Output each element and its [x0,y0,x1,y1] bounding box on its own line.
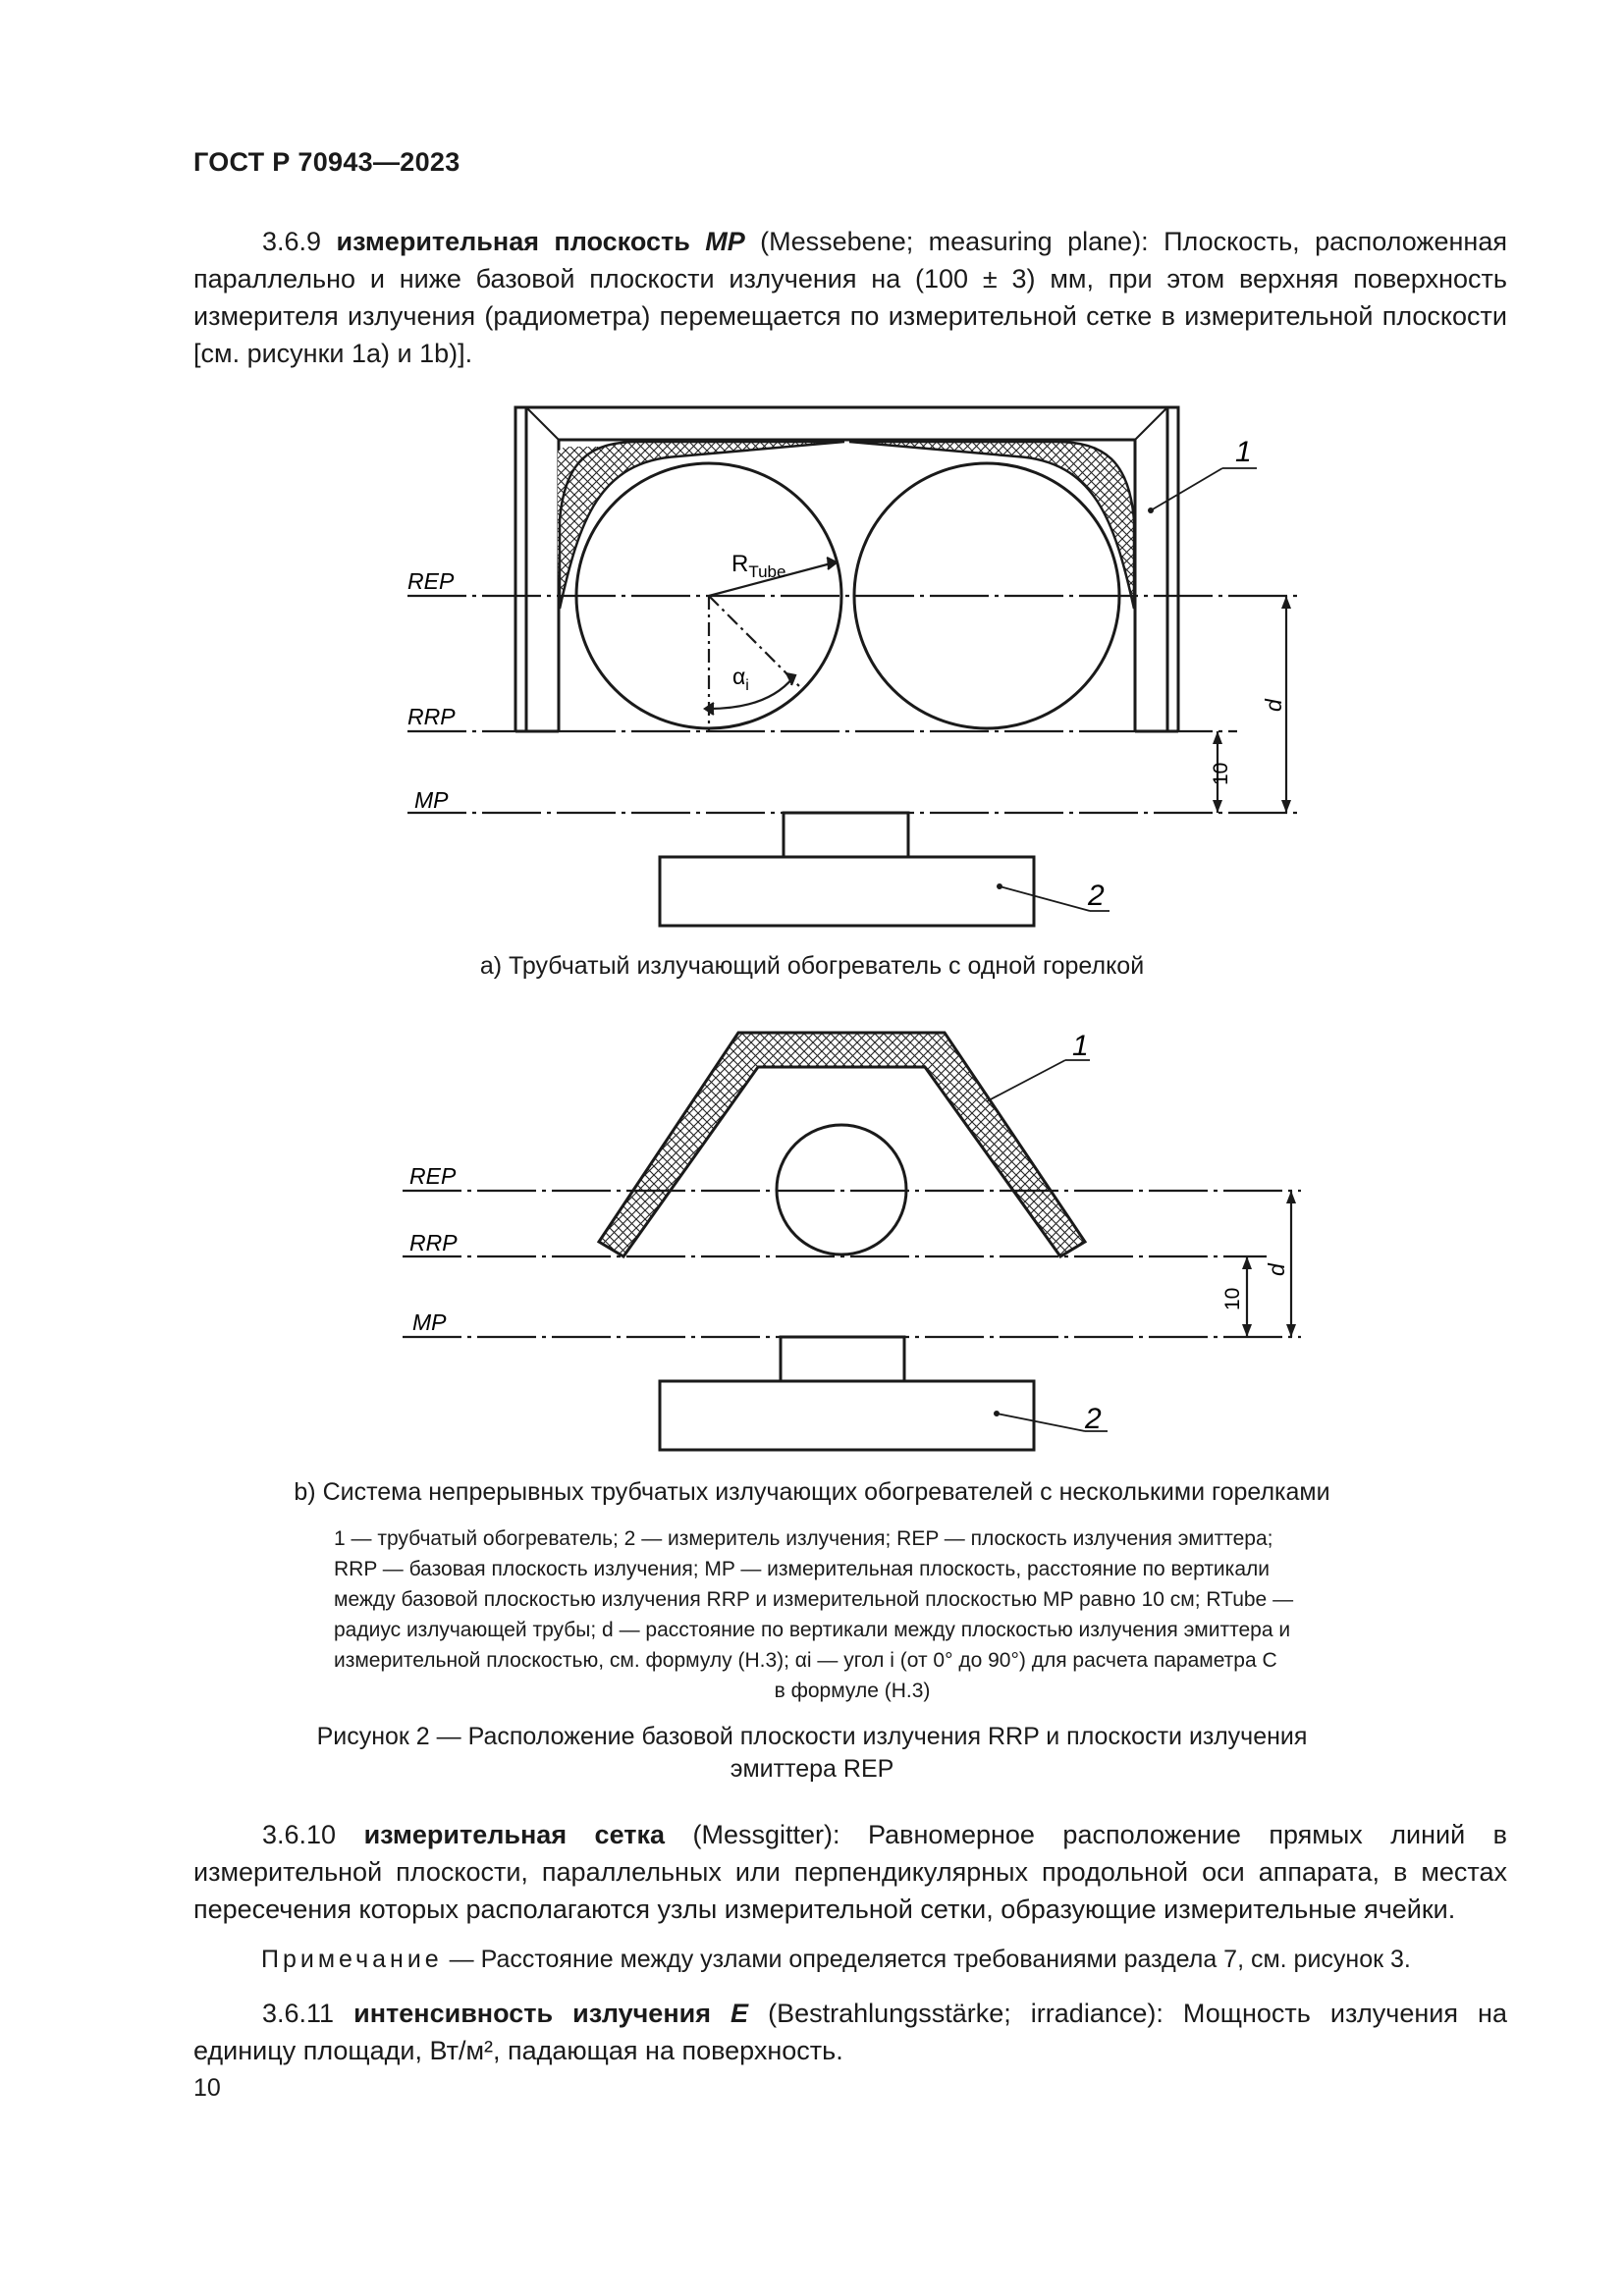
clause-number: 3.6.10 [262,1820,337,1849]
term: интенсивность излучения [353,1999,711,2028]
insulation-left-shape [560,442,844,609]
ten-label-b: 10 [1221,1287,1244,1310]
note-label: Примечание [261,1946,443,1973]
d-label: d [1261,699,1286,712]
radiometer-head-b [781,1337,904,1381]
term-symbol: MP [705,227,745,256]
definition: Плоскость, расположенная параллельно и ниже базовой плоскости излучения на (100 ± 3) мм, при этом верхняя поверхность измерителя излучения (радиометра) перемещается по измерительной сетке в измерительной плоскости [см. рисунки 1a) и 1b)]. [193,227,1507,368]
term-symbol: E [731,1999,749,2028]
paragraph-3-6-9 [193,223,1507,372]
figure-b-caption: b) Система непрерывных трубчатых излучающих обогревателей с несколькими горелками [294,1478,1330,1506]
d-label-b: d [1264,1263,1289,1276]
paragraph-3-6-10 [193,1816,1507,1928]
rrp-label-b: RRP [409,1230,458,1255]
legend-line: между базовой плоскостью излучения RRP и измерительной плоскостью MP равно 10 см; RTube — [334,1588,1294,1611]
mp-label: MP [414,787,449,813]
legend-line: RRP — базовая плоскость излучения; MP — измерительная плоскость, расстояние по вертикали [334,1558,1270,1580]
radiometer-body-b [660,1381,1034,1450]
alpha-label: $\alpha_i$ [732,664,749,694]
note-body: — Расстояние между узлами определяется требованиями раздела 7, см. рисунок 3. [442,1946,1411,1973]
document-header: ГОСТ Р 70943—2023 [193,147,460,177]
paragraph-3-6-11 [193,1995,1507,2069]
callout-2-b: 2 [1085,1403,1102,1435]
callout-2: 2 [1088,880,1105,912]
callout-1: 1 [1235,436,1252,468]
clause-number: 3.6.11 [262,1999,335,2028]
page-number: 10 [193,2074,221,2102]
figure-title [295,1721,1329,1786]
legend-line: измерительной плоскостью, см. формулу (Н.3); αi — угол i (от 0° до 90°) для расчета параметра C [334,1649,1277,1672]
figure-legend [334,1523,1371,1706]
radiometer-body [660,857,1034,926]
mp-label-b: MP [412,1309,447,1335]
insulation-right-shape [849,442,1134,609]
foreign-term: (Messebene; measuring plane): [760,227,1149,256]
legend-line: 1 — трубчатый обогреватель; 2 — измеритель излучения; REP — плоскость излучения эмиттера; [334,1527,1273,1550]
legend-line: в формуле (Н.3) [774,1680,931,1702]
radiometer-head [784,813,908,857]
rep-label: REP [407,568,455,594]
figure-a-caption: а) Трубчатый излучающий обогреватель с одной горелкой [479,952,1145,980]
clause-number: 3.6.9 [262,227,322,256]
figure-title-line: эмиттера REP [730,1755,894,1783]
figure-b-diagram [373,1011,1316,1463]
callout-1-b: 1 [1072,1030,1089,1062]
rep-label-b: REP [409,1163,457,1189]
legend-line: радиус излучающей трубы; d — расстояние по вертикали между плоскостью излучения эмиттера и [334,1619,1291,1641]
figure-title-line: Рисунок 2 — Расположение базовой плоскости излучения RRP и плоскости излучения [316,1723,1308,1750]
reflector-inner [559,440,1135,731]
term: измерительная сетка [363,1820,665,1849]
note [261,1946,1411,1974]
r-tube-label: $R_{Tube}$ [731,551,786,581]
figure-a-diagram [373,388,1316,937]
term: измерительная плоскость [336,227,690,256]
reflector-b [599,1033,1085,1256]
definition: (Messgitter): Равномерное расположение прямых линий в измерительной плоскости, параллельных или перпендикулярных продольной оси аппарата, в местах пересечения которых располагаются узлы измерительной сетки, образующие измерительные ячейки. [193,1820,1507,1924]
definition: (Bestrahlungsstärke; irradiance): Мощность излучения на единицу площади, Вт/м², падающая на поверхность. [193,1999,1507,2065]
ten-label: 10 [1210,762,1232,785]
rrp-label: RRP [407,704,456,729]
